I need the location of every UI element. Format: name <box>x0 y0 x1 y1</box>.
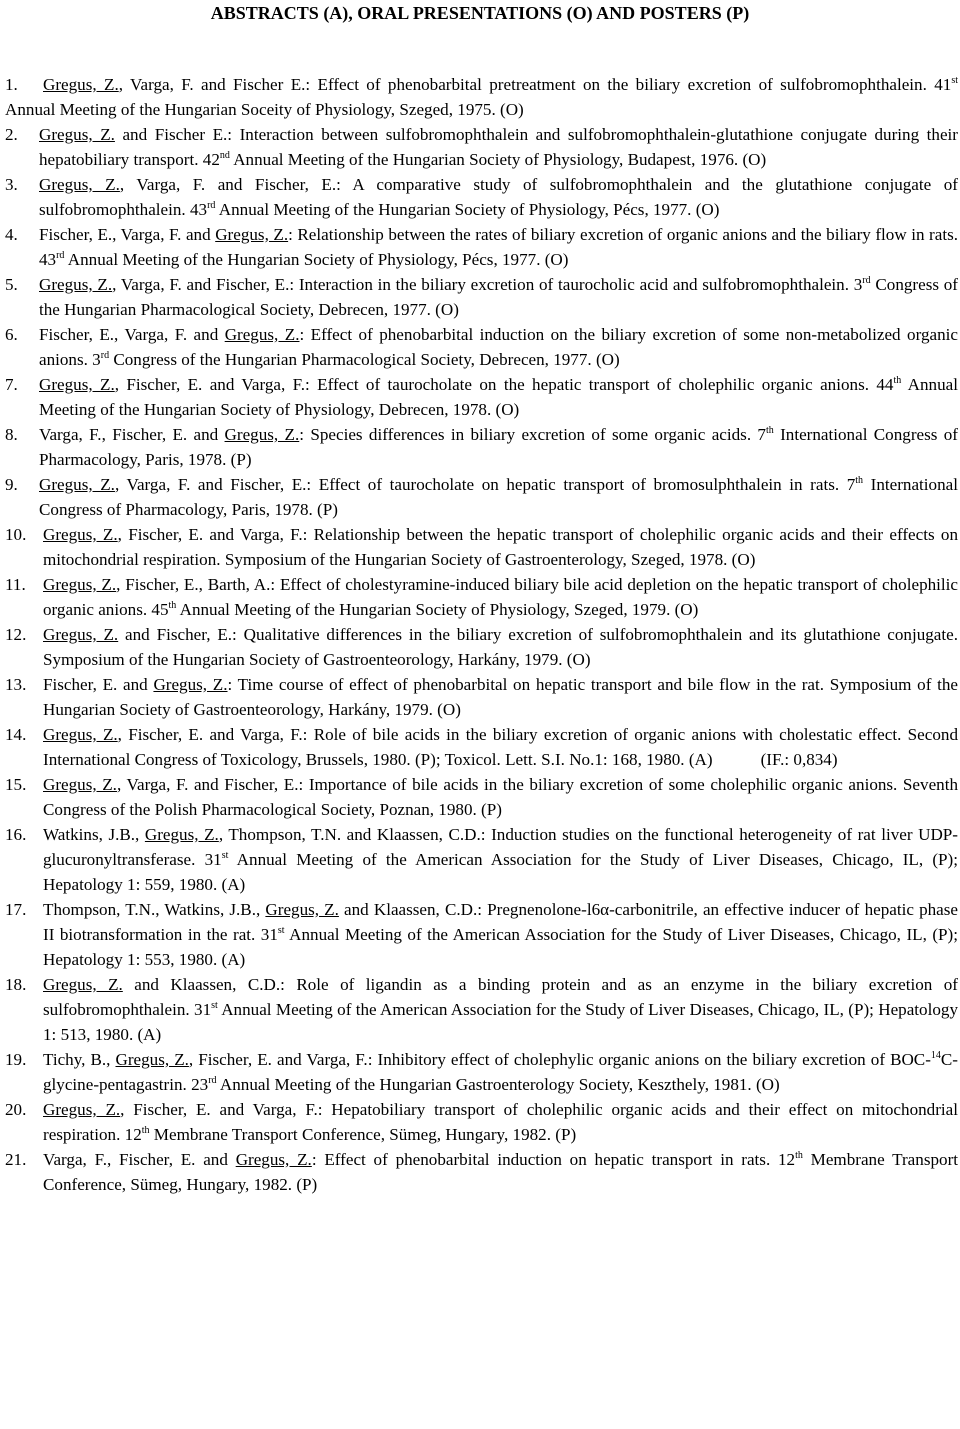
ordinal-suffix: st <box>221 850 229 861</box>
item-text <box>43 522 958 572</box>
item-text <box>43 822 958 897</box>
list-item <box>5 1097 958 1147</box>
citation-text: Annual Meeting of the Hungarian Society of Physiology, Szeged, 1979. (O) <box>176 600 699 619</box>
citation-text: , Varga, F. and Fischer E.: Effect of phenobarbital pretreatment on the biliary excretion of sulfobromophthalein. 41 <box>118 75 952 94</box>
underlined-author: Gregus, Z. <box>153 675 228 694</box>
citation-text: Annual Meeting of the Hungarian Soceity of Physiology, Szeged, 1975. (O) <box>5 100 524 119</box>
list-item <box>5 1047 958 1097</box>
authors-prefix: Thompson, T.N., Watkins, J.B., <box>43 900 266 919</box>
citation-text: : Effect of phenobarbital induction on the biliary excretion of some non-metabolized organic anions. 3 <box>39 325 958 369</box>
underlined-author: Gregus, Z. <box>43 1100 121 1119</box>
item-text <box>39 422 958 472</box>
citation-text: International Congress of Pharmacology, Paris, 1978. (P) <box>39 475 958 519</box>
list-item <box>5 72 958 122</box>
authors-prefix: Watkins, J.B., <box>43 825 145 844</box>
item-number: 7. <box>5 375 18 394</box>
authors-prefix: Fischer, E., Varga, F. and <box>39 325 225 344</box>
item-number: 2. <box>5 125 18 144</box>
ordinal-suffix: rd <box>100 350 110 361</box>
underlined-author: Gregus, Z. <box>224 325 300 344</box>
item-number: 6. <box>5 325 18 344</box>
list-item <box>5 897 958 972</box>
ordinal-suffix: st <box>951 75 958 86</box>
underlined-author: Gregus, Z. <box>224 425 300 444</box>
ordinal-suffix: th <box>168 600 177 611</box>
item-number: 16. <box>5 825 27 844</box>
citation-text: Annual Meeting of the Hungarian Society of Physiology, Pécs, 1977. (O) <box>64 250 569 269</box>
citation-text: , Varga, F. and Fischer, E.: Importance of bile acids in the biliary excretion of some cholephilic organic anions. Seventh Congress of the Polish Pharmacological Society, Poznan, 1980. (P) <box>43 775 959 819</box>
citation-text: , Thompson, T.N. and Klaassen, C.D.: Induction studies on the functional heterogeneity of rat liver UDP-glucuronyltransferase. 31 <box>43 825 958 869</box>
ordinal-suffix: th <box>855 475 864 486</box>
list-item <box>5 422 958 472</box>
item-number: 12. <box>5 625 27 644</box>
item-number: 18. <box>5 975 27 994</box>
item-text <box>43 772 958 822</box>
item-text <box>39 272 958 322</box>
item-number: 14. <box>5 725 27 744</box>
citation-text: : Time course of effect of phenobarbital on hepatic transport and bile flow in the rat. Symposium of the Hungarian Society of Gastroenteorology, Harkány, 1979. (O) <box>43 675 958 719</box>
ordinal-suffix: st <box>211 1000 218 1011</box>
citation-text: 23 <box>186 1075 209 1094</box>
citation-text: , Fischer, E. and Varga, F.: Effect of taurocholate on the hepatic transport of cholephilic organic anions. 44 <box>114 375 894 394</box>
list-item <box>5 522 958 572</box>
item-text <box>43 897 958 972</box>
ordinal-suffix: th <box>893 375 902 386</box>
page-heading: ABSTRACTS (A), ORAL PRESENTATIONS (O) AND POSTERS (P) <box>210 3 750 23</box>
citation-text: , Fischer, E. and Varga, F.: Hepatobiliary transport of cholephilic organic acids and their effect on mitochondrial respiration. 12 <box>43 1100 958 1144</box>
underlined-author: Gregus, Z. <box>39 475 115 494</box>
item-text <box>39 172 958 222</box>
citation-text: , Fischer, E. and Varga, F.: Relationship between the hepatic transport of cholephilic organic acids and their effects on mitochondrial respiration. Symposium of the Hungarian Society of Gastroenterology, Szeged, 1978. (O) <box>43 525 958 569</box>
authors-prefix: Tichy, B., <box>43 1050 116 1069</box>
ordinal-suffix: 14 <box>930 1050 941 1061</box>
item-text <box>43 722 958 772</box>
citation-text: and Fischer, E.: Qualitative differences in the biliary excretion of sulfobromophthalein and its glutathione conjugate. Symposium of the Hungarian Society of Gastroenteorology, Harkány, 1979. (O) <box>43 625 958 669</box>
citation-text: : Effect of phenobarbital induction on hepatic transport in rats. 12 <box>311 1150 796 1169</box>
abstract-list <box>5 72 958 1197</box>
underlined-author: Gregus, Z. <box>43 575 117 594</box>
underlined-author: Gregus, Z. <box>39 175 120 194</box>
citation-text: Congress of the Hungarian Pharmacological Society, Debrecen, 1977. (O) <box>109 350 620 369</box>
ordinal-suffix: rd <box>208 1075 217 1086</box>
citation-text: , Fischer, E., Barth, A.: Effect of cholestyramine-induced biliary bile acid depletion on the hepatic transport of cholephilic organic anions. 45 <box>43 575 958 619</box>
item-text <box>39 322 958 372</box>
item-number: 20. <box>5 1100 27 1119</box>
citation-text: , Varga, F. and Fischer, E.: A comparative study of sulfobromophthalein and the glutathione conjugate of sulfobromophthalein. 43 <box>39 175 959 219</box>
citation-text: Annual Meeting of the Hungarian Gastroenterology Society, Keszthely, 1981. (O) <box>216 1075 780 1094</box>
item-text <box>43 1097 958 1147</box>
list-item <box>5 372 958 422</box>
item-text <box>43 572 958 622</box>
item-text <box>43 1047 958 1097</box>
item-text <box>43 1147 958 1197</box>
citation-text: International Congress of Pharmacology, Paris, 1978. (P) <box>39 425 958 469</box>
citation-text: Congress of the Hungarian Pharmacological Society, Debrecen, 1977. (O) <box>39 275 958 319</box>
authors-prefix: Fischer, E., Varga, F. and <box>39 225 216 244</box>
item-number: 21. <box>5 1150 27 1169</box>
citation-text: Annual Meeting of the American Association for the Study of Liver Diseases, Chicago, IL, (P); Hepatology 1: 513, 1980. (A) <box>43 1000 958 1044</box>
underlined-author: Gregus, Z. <box>115 1050 189 1069</box>
citation-text: : Species differences in biliary excretion of some organic acids. 7 <box>299 425 766 444</box>
item-number: 17. <box>5 900 27 919</box>
ordinal-suffix: rd <box>56 250 65 261</box>
list-item <box>5 1147 958 1197</box>
item-text <box>39 122 958 172</box>
citation-text: Annual Meeting of the Hungarian Society of Physiology, Pécs, 1977. (O) <box>215 200 720 219</box>
ordinal-suffix: rd <box>207 200 216 211</box>
item-text <box>39 372 958 422</box>
item-text <box>39 222 958 272</box>
citation-text: and Klaassen, C.D.: Pregnenolone-l6α-carbonitrile, an effective inducer of hepatic phase II biotransformation in the rat. 31 <box>43 900 958 944</box>
citation-text: and Fischer E.: Interaction between sulfobromophthalein and sulfobromophthalein-glutathione conjugate during their hepatobiliary transport. 42 <box>39 125 958 169</box>
citation-text: Annual Meeting of the American Association for the Study of Liver Diseases, Chicago, IL, (P); Hepatology 1: 553, 1980. (A) <box>43 925 958 969</box>
list-item <box>5 622 958 672</box>
underlined-author: Gregus, Z. <box>43 975 123 994</box>
list-item <box>5 122 958 172</box>
citation-text: : Relationship between the rates of biliary excretion of organic anions and the biliary flow in rats. 43 <box>39 225 958 269</box>
underlined-author: Gregus, Z. <box>215 225 289 244</box>
item-number: 8. <box>5 425 18 444</box>
ordinal-suffix: rd <box>862 275 871 286</box>
ordinal-suffix: st <box>277 925 285 936</box>
item-number: 5. <box>5 275 18 294</box>
citation-text: , Varga, F. and Fischer, E.: Effect of taurocholate on hepatic transport of bromosulphthalein in rats. 7 <box>114 475 856 494</box>
underlined-author: Gregus, Z. <box>39 275 113 294</box>
underlined-author: Gregus, Z. <box>39 125 115 144</box>
ordinal-suffix: nd <box>219 150 230 161</box>
list-item <box>5 972 958 1047</box>
underlined-author: Gregus, Z. <box>43 725 118 744</box>
citation-text: Membrane Transport Conference, Sümeg, Hungary, 1982. (P) <box>149 1125 577 1144</box>
ordinal-suffix: th <box>141 1125 150 1136</box>
list-item <box>5 722 958 772</box>
item-text <box>43 972 958 1047</box>
ordinal-suffix: th <box>765 425 774 436</box>
list-item <box>5 172 958 222</box>
citation-text: and Klaassen, C.D.: Role of ligandin as a binding protein and as an enzyme in the biliary excretion of sulfobromophthalein. 31 <box>43 975 958 1019</box>
list-item <box>5 472 958 522</box>
item-text <box>43 672 958 722</box>
list-item <box>5 272 958 322</box>
list-item <box>5 572 958 622</box>
item-number: 4. <box>5 225 18 244</box>
ordinal-suffix: th <box>795 1150 803 1161</box>
impact-factor: (IF.: 0,834) <box>760 750 838 769</box>
item-number: 9. <box>5 475 18 494</box>
underlined-author: Gregus, Z. <box>43 775 117 794</box>
item-text <box>39 472 958 522</box>
item-number: 11. <box>5 575 26 594</box>
list-item <box>5 322 958 372</box>
citation-text: C-glycine-pentagastrin. <box>43 1050 958 1094</box>
authors-prefix: Fischer, E. and <box>43 675 154 694</box>
list-item <box>5 772 958 822</box>
underlined-author: Gregus, Z. <box>43 75 119 94</box>
underlined-author: Gregus, Z. <box>144 825 219 844</box>
authors-prefix: Varga, F., Fischer, E. and <box>43 1150 236 1169</box>
citation-text: Annual Meeting of the American Association for the Study of Liver Diseases, Chicago, IL, (P); Hepatology 1: 559, 1980. (A) <box>43 850 958 894</box>
item-text <box>5 75 958 119</box>
underlined-author: Gregus, Z. <box>39 375 115 394</box>
item-number: 10. <box>5 525 27 544</box>
authors-prefix: Varga, F., Fischer, E. and <box>39 425 225 444</box>
citation-text: Membrane Transport Conference, Sümeg, Hungary, 1982. (P) <box>43 1150 959 1194</box>
citation-text: , Varga, F. and Fischer, E.: Interaction in the biliary excretion of taurocholic acid and sulfobromophthalein. 3 <box>112 275 863 294</box>
item-number: 19. <box>5 1050 27 1069</box>
citation-text: Annual Meeting of the Hungarian Society of Physiology, Debrecen, 1978. (O) <box>39 375 958 419</box>
underlined-author: Gregus, Z. <box>43 525 118 544</box>
item-number: 13. <box>5 675 27 694</box>
list-item <box>5 672 958 722</box>
underlined-author: Gregus, Z. <box>265 900 339 919</box>
citation-text: Annual Meeting of the Hungarian Society of Physiology, Budapest, 1976. (O) <box>229 150 767 169</box>
item-text <box>43 622 958 672</box>
citation-text: , Fischer, E. and Varga, F.: Inhibitory effect of cholephylic organic anions on the biliary excretion of BOC- <box>188 1050 931 1069</box>
item-number: 15. <box>5 775 27 794</box>
underlined-author: Gregus, Z. <box>43 625 119 644</box>
list-item <box>5 822 958 897</box>
item-number: 3. <box>5 175 18 194</box>
list-item <box>5 222 958 272</box>
underlined-author: Gregus, Z. <box>235 1150 312 1169</box>
item-number: 1. <box>5 75 18 94</box>
citation-text: , Fischer, E. and Varga, F.: Role of bile acids in the biliary excretion of organic anions with cholestatic effect. Second International Congress of Toxicology, Brussels, 1980. (P); Toxicol. Lett. S.I. No.1: 168, 1980. (A) <box>43 725 958 769</box>
